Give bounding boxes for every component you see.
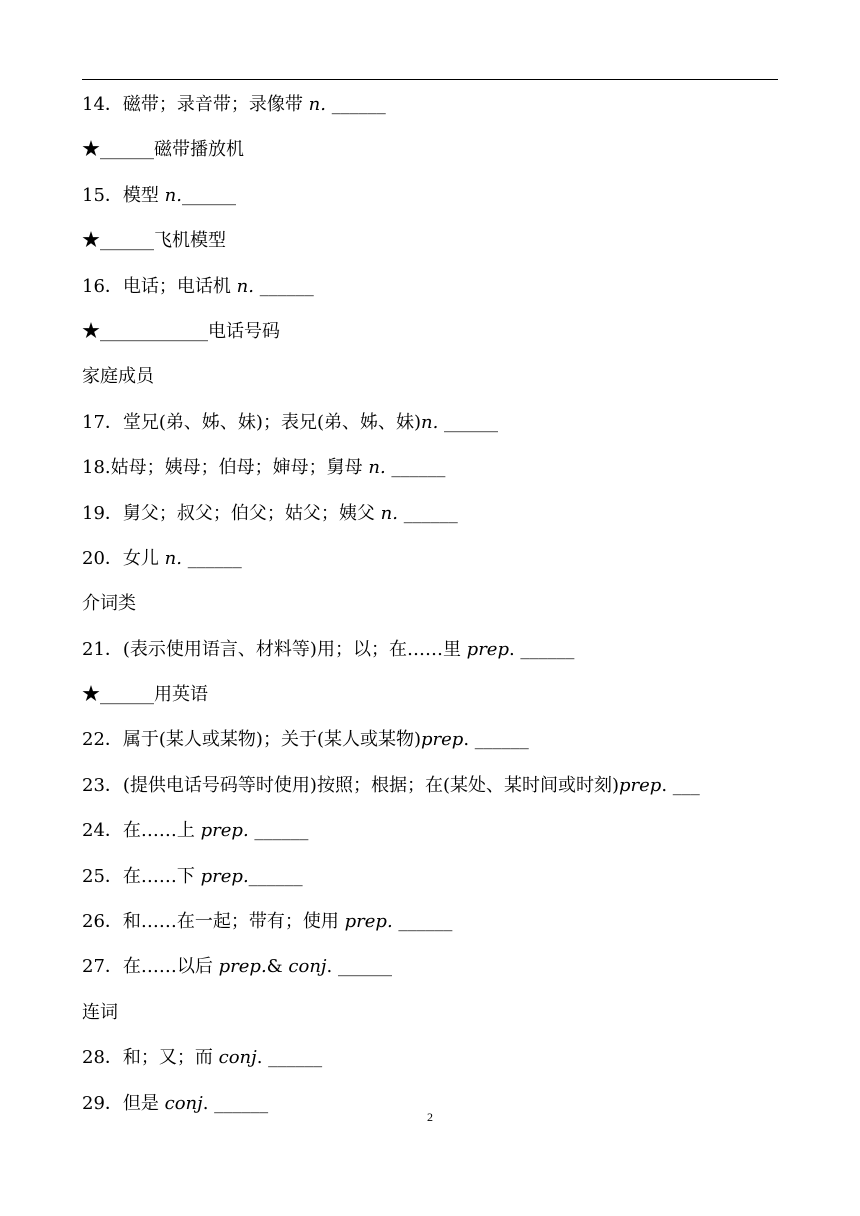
part-of-speech: conj: [288, 956, 327, 978]
section-heading: [82, 362, 778, 407]
item-meaning: 堂兄(弟、姊、妹)；表兄(弟、姊、妹): [122, 411, 421, 433]
part-of-speech: n.: [421, 411, 439, 433]
phrase-item: [82, 680, 778, 725]
header-rule: [82, 79, 778, 80]
part-of-speech: prep.: [200, 820, 249, 842]
item-meaning: (表示使用语言、材料等)用；以；在……里: [122, 638, 467, 660]
answer-blank: ______: [385, 457, 446, 479]
item-number: 25．: [82, 865, 123, 887]
item-meaning: 模型: [122, 184, 165, 206]
item-meaning: 舅父；叔父；伯父；姑父；姨父: [122, 502, 381, 524]
item-number: 19．: [82, 502, 123, 524]
phrase-meaning: 飞机模型: [154, 230, 226, 252]
answer-blank: ______: [325, 94, 386, 115]
answer-blank: ______: [100, 230, 154, 252]
answer-blank: . ______: [326, 956, 392, 978]
vocabulary-list: [82, 90, 778, 1134]
section-heading: [82, 998, 778, 1043]
answer-blank: ____________: [100, 320, 208, 342]
item-meaning: 姑母；姨母；伯母；婶母；舅母: [110, 457, 369, 479]
answer-blank: ______: [100, 139, 154, 161]
star-icon: ★: [82, 230, 100, 252]
vocab-item: [82, 499, 778, 544]
answer-blank: . ______: [202, 1092, 269, 1114]
item-number: 20．: [82, 547, 123, 569]
part-of-speech: prep.: [218, 956, 267, 978]
answer-blank: ______: [397, 502, 458, 524]
part-of-speech: prep: [421, 729, 464, 751]
section-heading-label: 连词: [82, 1001, 118, 1023]
item-meaning: 属于(某人或某物)；关于(某人或某物): [122, 729, 421, 751]
vocab-item: [82, 408, 778, 453]
item-number: 27．: [82, 956, 123, 978]
phrase-item: [82, 135, 778, 180]
vocab-item: [82, 862, 778, 907]
page-number: 2: [427, 1110, 433, 1124]
part-of-speech: n.: [236, 275, 254, 297]
answer-blank: ______: [248, 865, 303, 887]
item-meaning: 在……下: [122, 865, 201, 887]
part-of-speech: prep: [619, 774, 662, 796]
answer-blank: &: [266, 956, 289, 978]
item-number: 18.: [82, 457, 111, 479]
phrase-meaning: 磁带播放机: [154, 139, 244, 161]
vocab-item: [82, 907, 778, 952]
item-meaning: (提供电话号码等时使用)按照；根据；在(某处、某时间或时刻): [122, 774, 619, 796]
item-meaning: 电话；电话机: [122, 275, 237, 297]
answer-blank: ______: [392, 911, 453, 933]
star-icon: ★: [82, 139, 100, 161]
part-of-speech: n.: [164, 184, 182, 206]
item-meaning: 和……在一起；带有；使用: [122, 911, 345, 933]
item-number: 21．: [82, 638, 123, 660]
answer-blank: . ___: [661, 774, 700, 796]
star-icon: ★: [82, 320, 100, 342]
item-number: 14．: [82, 94, 123, 115]
section-heading: [82, 589, 778, 634]
vocab-item: [82, 1043, 778, 1088]
part-of-speech: conj: [164, 1092, 203, 1114]
vocab-item: [82, 771, 778, 816]
vocab-item: [82, 272, 778, 317]
item-meaning: 但是: [122, 1092, 165, 1114]
item-number: 24．: [82, 820, 123, 842]
section-heading-label: 家庭成员: [82, 366, 154, 388]
answer-blank: ______: [100, 684, 154, 706]
vocab-item: [82, 90, 778, 135]
phrase-item: [82, 226, 778, 271]
answer-blank: ______: [253, 275, 314, 297]
answer-blank: . ______: [508, 638, 575, 660]
item-meaning: 磁带；录音带；录像带: [122, 94, 309, 115]
part-of-speech: n.: [308, 94, 326, 115]
item-number: 26．: [82, 911, 123, 933]
answer-blank: . ______: [256, 1047, 323, 1069]
vocab-item: [82, 816, 778, 861]
item-number: 22．: [82, 729, 123, 751]
item-number: 17．: [82, 411, 123, 433]
vocab-item: [82, 725, 778, 770]
phrase-meaning: 用英语: [154, 684, 208, 706]
item-meaning: 在……上: [122, 820, 201, 842]
vocab-item: [82, 952, 778, 997]
phrase-item: [82, 317, 778, 362]
phrase-meaning: 电话号码: [208, 320, 280, 342]
section-heading-label: 介词类: [82, 593, 136, 615]
part-of-speech: prep.: [200, 865, 249, 887]
item-number: 29．: [82, 1092, 123, 1114]
star-icon: ★: [82, 684, 100, 706]
answer-blank: . ______: [463, 729, 529, 751]
part-of-speech: n.: [368, 457, 386, 479]
item-number: 16．: [82, 275, 123, 297]
part-of-speech: prep.: [344, 911, 393, 933]
answer-blank: ______: [181, 184, 236, 206]
item-meaning: 在……以后: [122, 956, 219, 978]
item-number: 15．: [82, 184, 123, 206]
vocab-item: [82, 635, 778, 680]
part-of-speech: n.: [164, 547, 182, 569]
item-number: 28．: [82, 1047, 123, 1069]
part-of-speech: n.: [380, 502, 398, 524]
part-of-speech: prep: [466, 638, 509, 660]
answer-blank: ______: [181, 547, 242, 569]
item-meaning: 和；又；而: [122, 1047, 219, 1069]
item-number: 23．: [82, 774, 123, 796]
vocab-item: [82, 453, 778, 498]
part-of-speech: conj: [218, 1047, 257, 1069]
answer-blank: ______: [248, 820, 309, 842]
item-meaning: 女儿: [122, 547, 165, 569]
vocab-item: [82, 544, 778, 589]
vocab-item: [82, 181, 778, 226]
answer-blank: ______: [438, 411, 499, 433]
